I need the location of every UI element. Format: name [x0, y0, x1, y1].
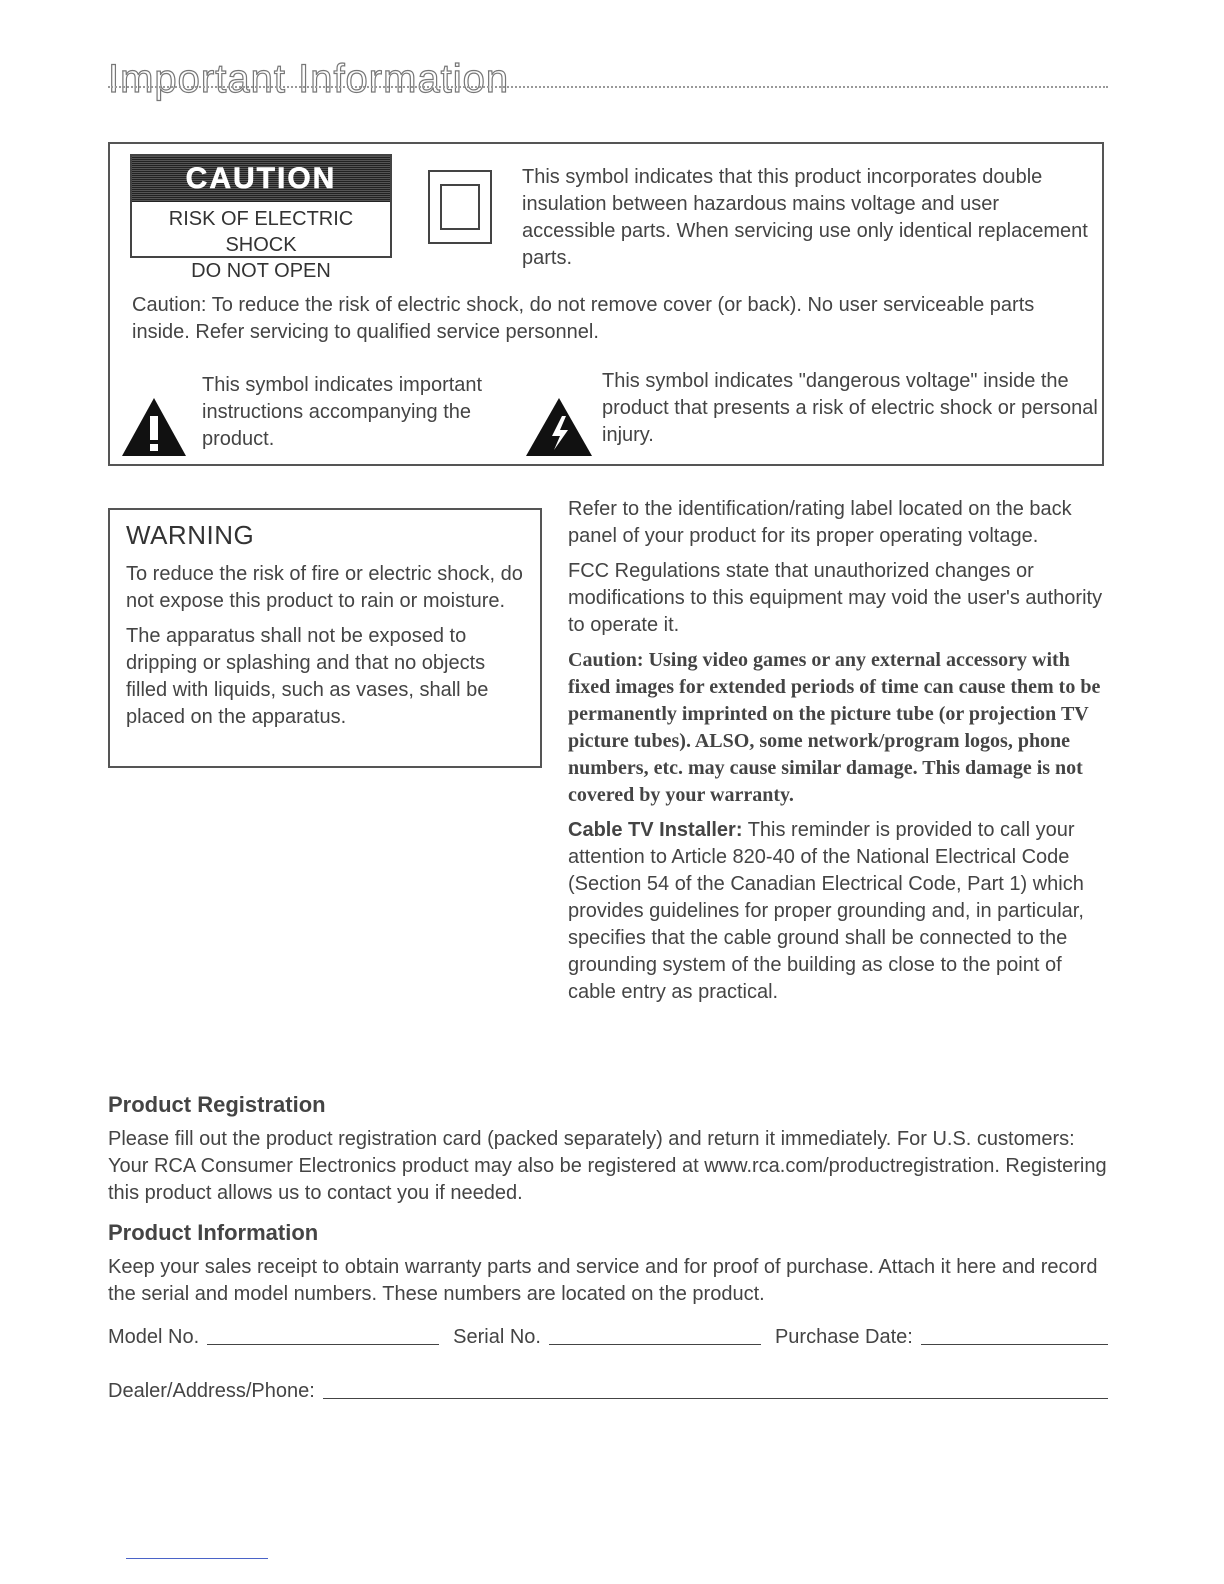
exclamation-symbol-text: This symbol indicates important instructions accompanying the product.: [202, 374, 483, 450]
serial-field[interactable]: [549, 1322, 761, 1345]
model-field[interactable]: [207, 1322, 439, 1345]
double-insulation-text: This symbol indicates that this product incorporates double insulation between hazardous mains voltage and user accessible parts. When servicing use only identical replacement parts.: [522, 166, 1088, 269]
product-registration-text: Please fill out the product registration card (packed separately) and return it immediately. For U.S. customers: Your RCA Consumer Electronics product may also be registered at www.rca.com/productregistration. Registering this product allows us to contact you if needed.: [108, 1128, 1107, 1204]
rating-label-text: Refer to the identification/rating label located on the back panel of your product for its proper operating voltage.: [568, 498, 1072, 547]
cable-installer-text: [568, 817, 1108, 1006]
purchase-date-field[interactable]: [921, 1322, 1108, 1345]
fcc-text: FCC Regulations state that unauthorized changes or modifications to this equipment may void the user's authority to operate it.: [568, 560, 1103, 636]
dealer-field[interactable]: [323, 1376, 1108, 1399]
model-serial-row: [108, 1322, 1108, 1349]
warning-box: [108, 508, 542, 768]
exclamation-triangle-icon: [120, 396, 188, 458]
product-information-section: [108, 1220, 1108, 1308]
product-information-heading: Product Information: [108, 1220, 319, 1245]
warning-para-1: To reduce the risk of fire or electric shock, do not expose this product to rain or moisture.: [126, 563, 523, 612]
purchase-date-label: Purchase Date:: [774, 1326, 913, 1348]
caution-text: Caution: To reduce the risk of electric shock, do not remove cover (or back). No user serviceable parts inside. Refer servicing to qualified service personnel.: [132, 294, 1035, 343]
product-registration-section: [108, 1092, 1108, 1207]
right-column: [568, 496, 1108, 1014]
footer-rule: [126, 1558, 268, 1559]
caution-line-1: RISK OF ELECTRIC SHOCK: [168, 208, 354, 256]
lightning-symbol-text: This symbol indicates "dangerous voltage" inside the product that presents a risk of electric shock or personal injury.: [602, 370, 1098, 446]
caution-label: [130, 154, 392, 282]
cable-installer-lead: Cable TV Installer:: [568, 819, 743, 841]
warning-heading: WARNING: [126, 520, 255, 550]
lightning-triangle-icon: [524, 396, 594, 458]
serial-label: Serial No.: [453, 1326, 541, 1348]
warning-para-2: The apparatus shall not be exposed to dripping or splashing and that no objects filled with liquids, such as vases, shall be placed on the apparatus.: [126, 625, 489, 728]
title-rule: [108, 86, 1108, 88]
caution-line-2: DO NOT OPEN: [191, 260, 331, 282]
model-label: Model No.: [108, 1326, 200, 1348]
caution-box: [108, 142, 1104, 466]
product-information-text: Keep your sales receipt to obtain warranty parts and service and for proof of purchase. Attach it here and record the serial and model numbers. These numbers are located on the product.: [108, 1256, 1098, 1305]
page-title: Important Information: [108, 56, 510, 101]
dealer-label: Dealer/Address/Phone:: [108, 1380, 315, 1402]
cable-installer-body: This reminder is provided to call your attention to Article 820-40 of the National Electrical Code (Section 54 of the Canadian Electrical Code, Part 1) which provides guidelines for proper grounding and, in particular, specifies that the cable ground shall be connected to the grounding system of the building as close to the point of cable entry as practical.: [568, 819, 1084, 1003]
double-insulation-icon: [428, 170, 492, 244]
caution-bold-text: Caution: Using video games or any external accessory with fixed images for extended periods of time can cause them to be permanently imprinted on the picture tube (or projection TV picture tubes). ALSO, some network/program logos, phone numbers, etc. may cause similar damage. This damage is not covered by your warranty.: [568, 649, 1101, 806]
product-registration-heading: Product Registration: [108, 1092, 326, 1117]
caution-banner: CAUTION: [132, 156, 390, 202]
dealer-row: [108, 1376, 1108, 1403]
